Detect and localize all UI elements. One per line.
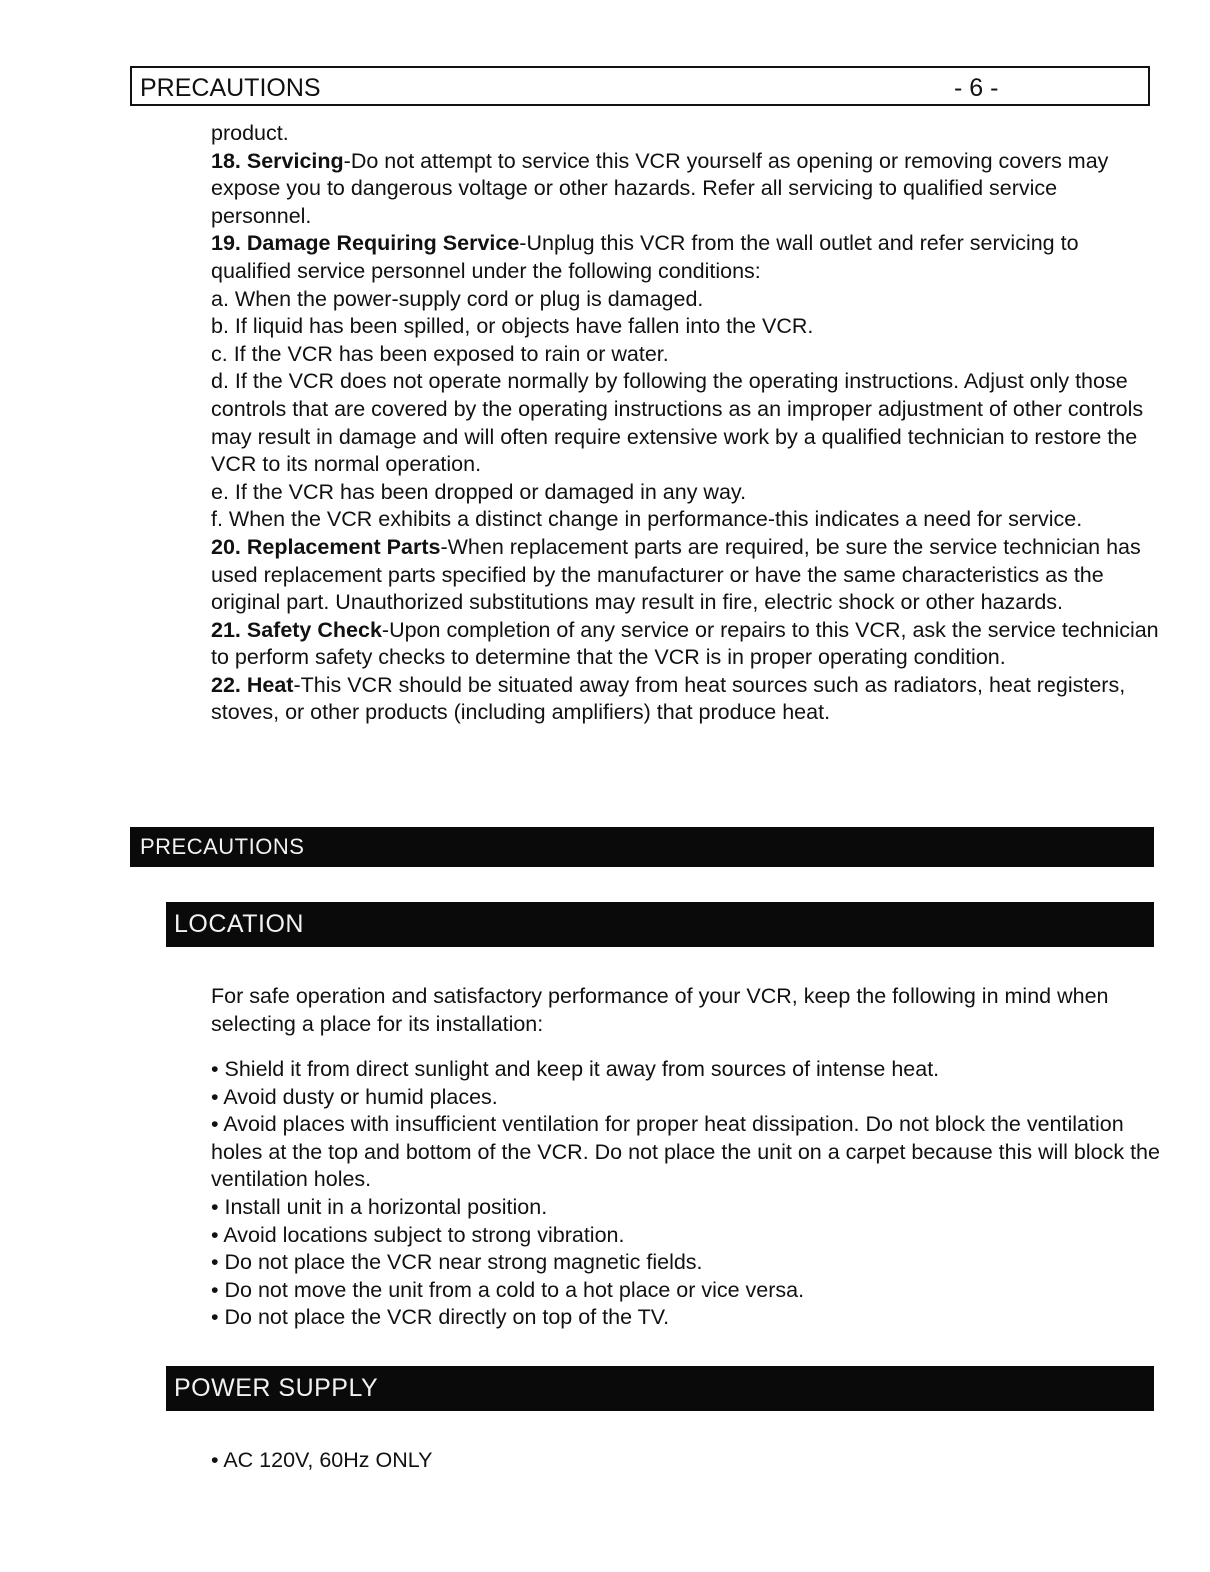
precaution-text: -Unplug this VCR from the wall outlet and refer servicing to qualified service personnel under the following conditions: — [211, 231, 1079, 283]
precaution-label: 18. Servicing — [211, 148, 344, 173]
location-intro-text: For safe operation and satisfactory performance of your VCR, keep the following in mind when selecting a place for its installation: — [211, 984, 1109, 1036]
power-supply-list — [211, 1447, 1161, 1475]
location-item: • Do not place the VCR near strong magnetic fields. — [211, 1250, 703, 1275]
continued-text: product. — [211, 121, 289, 145]
page-header — [130, 66, 1150, 106]
condition-item-f: f. When the VCR exhibits a distinct change in performance-this indicates a need for service. — [211, 507, 1083, 532]
precaution-item-21 — [211, 617, 1161, 672]
precaution-label: 22. Heat — [211, 672, 294, 697]
page-number: - 6 - — [954, 74, 999, 102]
precaution-item-18 — [211, 148, 1161, 231]
precaution-text: -Upon completion of any service or repairs to this VCR, ask the service technician to perform safety checks to determine that the VCR is in proper operating condition. — [211, 617, 1159, 670]
condition-item-d: d. If the VCR does not operate normally by following the operating instructions. Adjust only those controls that are covered by the operating instructions as an improper adjustment of other controls may result in damage and will often require extensive work by a qualified technician to restore the VCR to its normal operation. — [211, 369, 1144, 477]
condition-item-c: c. If the VCR has been exposed to rain or water. — [211, 341, 669, 366]
precautions-list — [211, 120, 1161, 727]
precaution-item-20 — [211, 534, 1161, 617]
precaution-text: -Do not attempt to service this VCR yourself as opening or removing covers may expose you to dangerous voltage or other hazards. Refer all servicing to qualified service personnel. — [211, 148, 1109, 228]
condition-item-e: e. If the VCR has been dropped or damaged in any way. — [211, 479, 747, 504]
power-supply-item: • AC 120V, 60Hz ONLY — [211, 1448, 433, 1472]
location-list — [211, 1056, 1161, 1332]
precaution-item-19 — [211, 230, 1161, 285]
location-item: • Avoid dusty or humid places. — [211, 1084, 498, 1109]
location-item: • Do not move the unit from a cold to a hot place or vice versa. — [211, 1277, 805, 1302]
precaution-label: 20. Replacement Parts — [211, 534, 441, 559]
location-item: • Shield it from direct sunlight and keep it away from sources of intense heat. — [211, 1057, 940, 1081]
location-intro — [211, 983, 1161, 1038]
location-item: • Do not place the VCR directly on top of the TV. — [211, 1305, 670, 1330]
header-title: PRECAUTIONS — [140, 74, 321, 102]
precaution-text: -When replacement parts are required, be sure the service technician has used replacement parts specified by the manufacturer or have the same characteristics as the original part. Unauthorized substitutions may result in fire, electric shock or other hazards. — [211, 534, 1141, 615]
precaution-item-22 — [211, 672, 1161, 727]
precautions-section-banner: PRECAUTIONS — [130, 827, 1154, 867]
precaution-label: 19. Damage Requiring Service — [211, 231, 520, 256]
location-item: • Install unit in a horizontal position. — [211, 1194, 548, 1219]
precaution-label: 21. Safety Check — [211, 617, 382, 642]
location-item: • Avoid locations subject to strong vibration. — [211, 1222, 625, 1247]
location-item: • Avoid places with insufficient ventilation for proper heat dissipation. Do not block the ventilation holes at the top and bottom of the VCR. Do not place the unit on a carpet because this will block the ventilation holes. — [211, 1112, 1160, 1192]
power-supply-heading: POWER SUPPLY — [166, 1366, 1154, 1411]
precaution-text: -This VCR should be situated away from heat sources such as radiators, heat registers, stoves, or other products (including amplifiers) that produce heat. — [211, 672, 1126, 725]
location-heading: LOCATION — [166, 902, 1154, 947]
condition-item-a: a. When the power-supply cord or plug is damaged. — [211, 286, 704, 311]
condition-item-b: b. If liquid has been spilled, or objects have fallen into the VCR. — [211, 314, 814, 339]
